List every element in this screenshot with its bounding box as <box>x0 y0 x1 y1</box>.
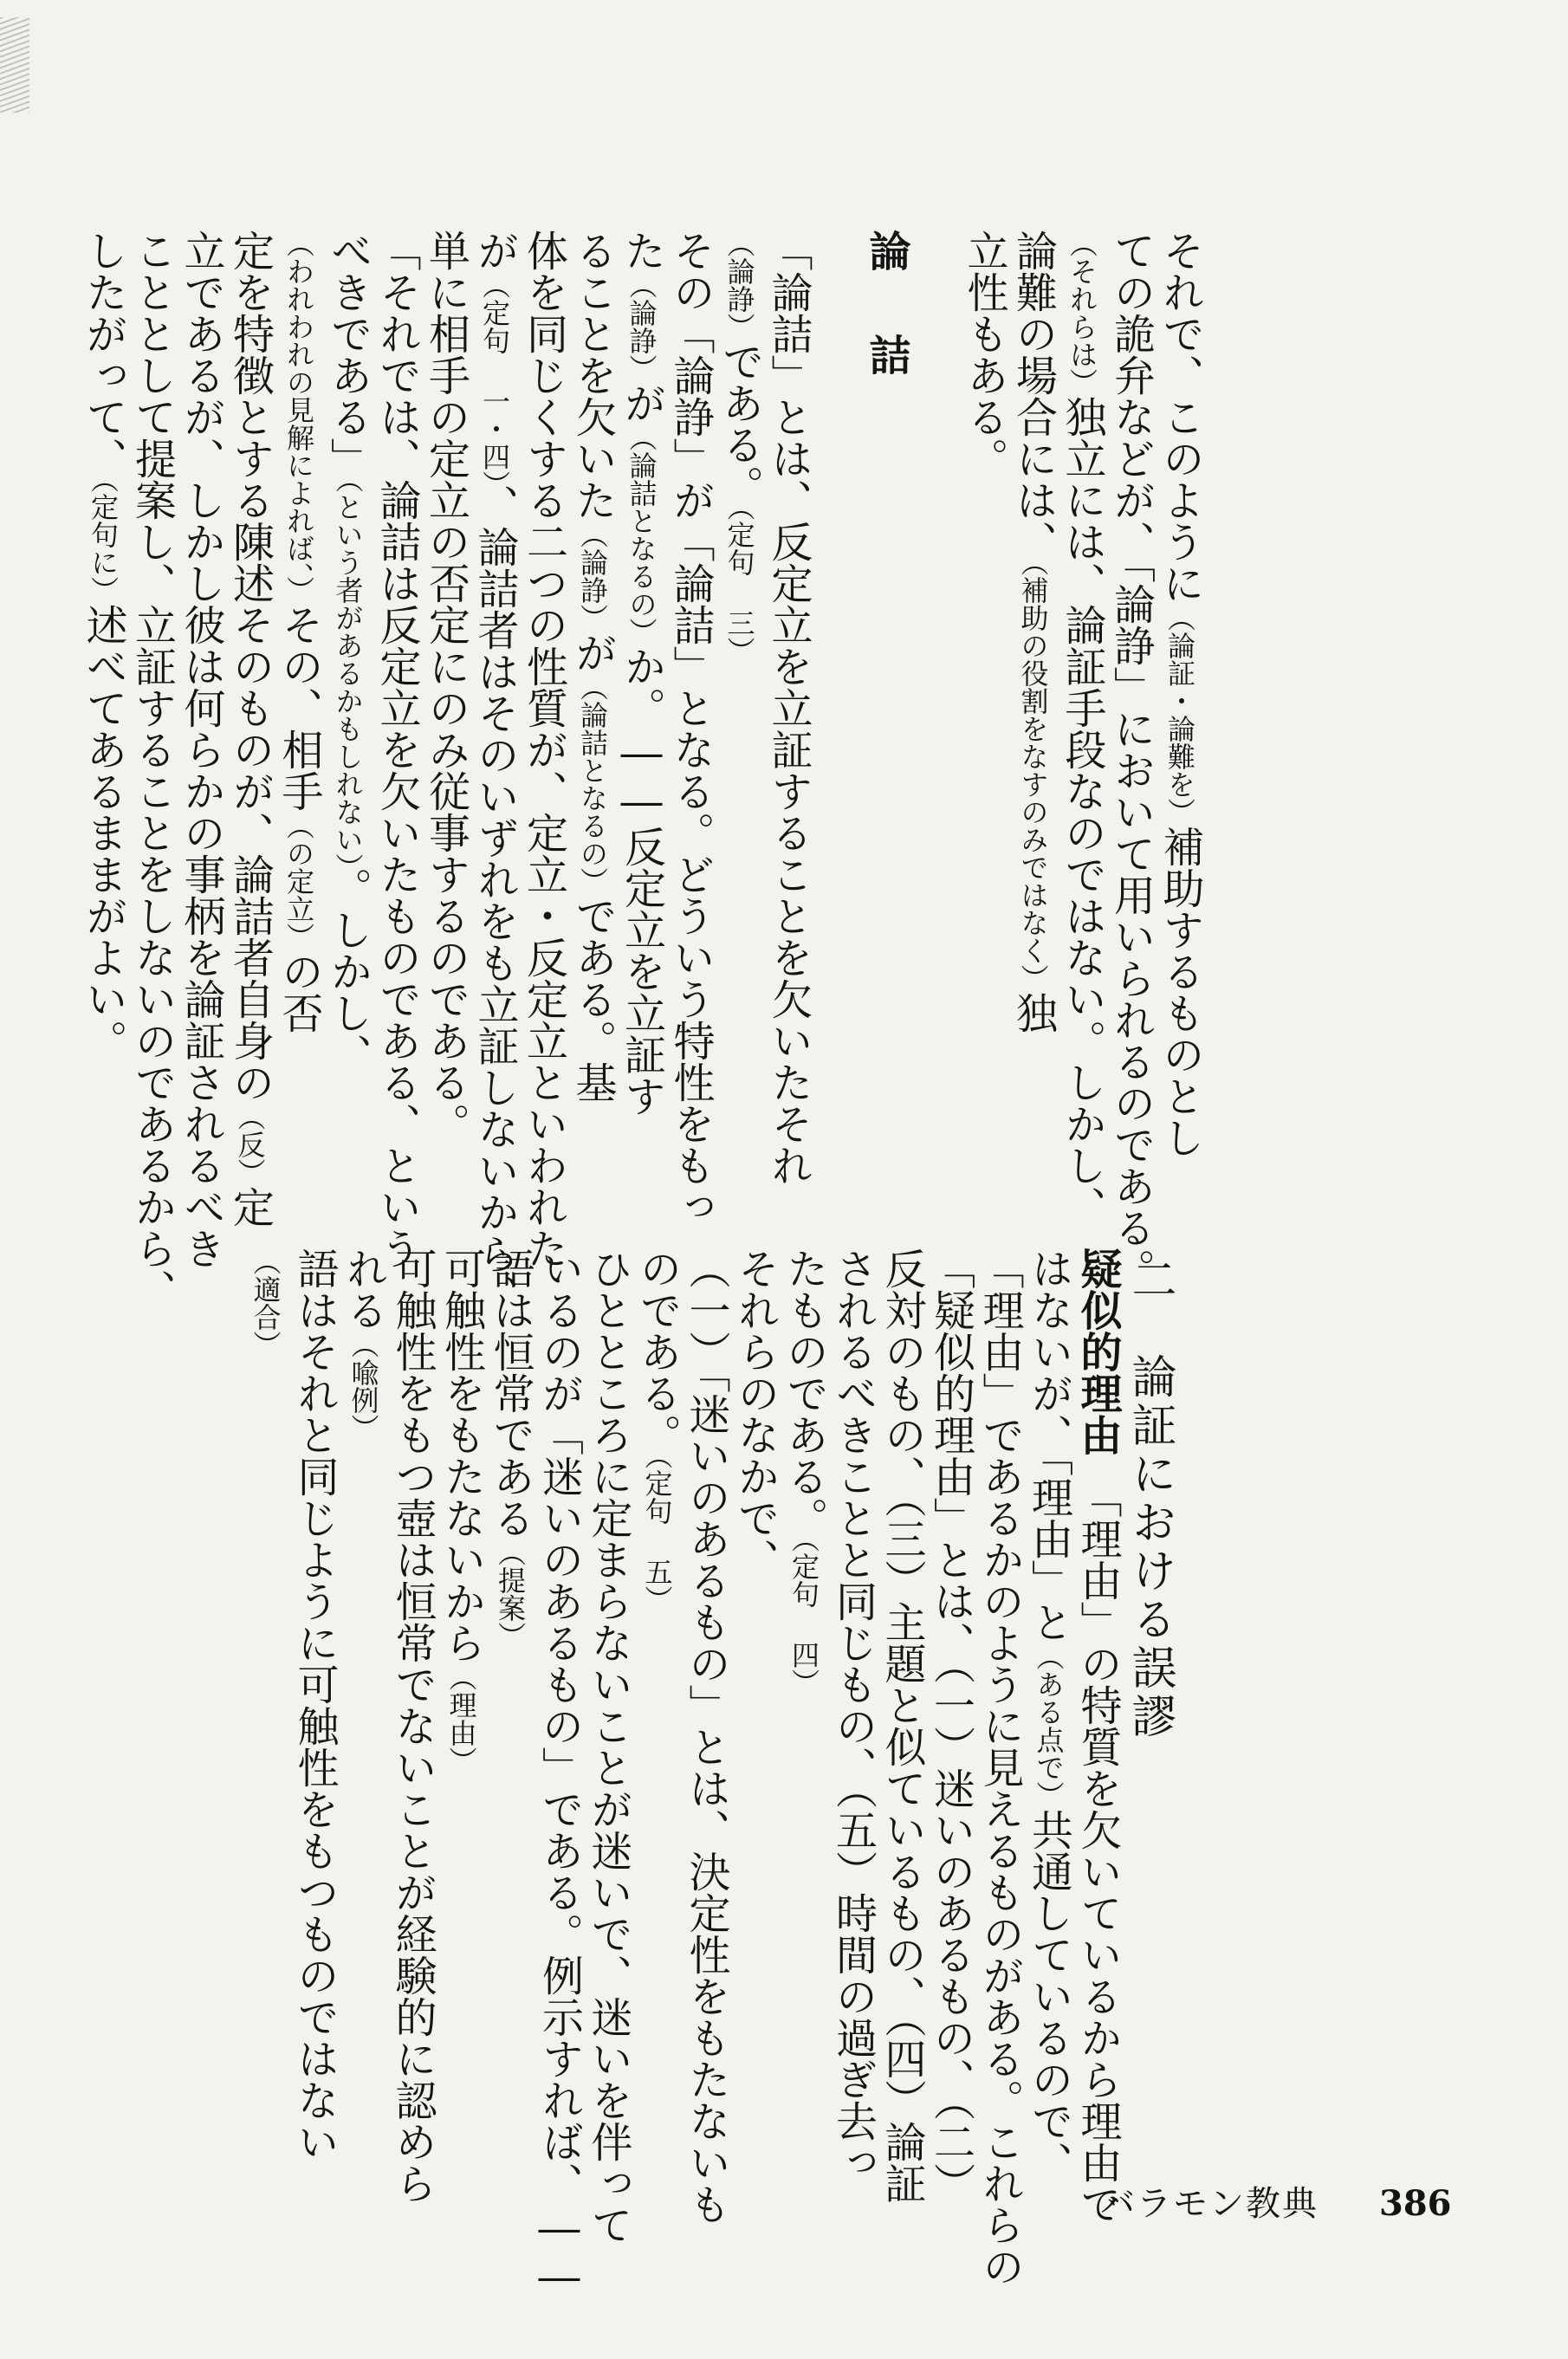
text-column <box>437 1248 486 2244</box>
annotation: （われわれの見解によれば、） <box>282 230 315 604</box>
annotation: （定句 四） <box>787 1539 820 1696</box>
text-segment: べきである」 <box>323 230 373 479</box>
text-segment: 「疑似的理由」とは、（一）迷いのあるもの、（二） <box>926 1248 975 2204</box>
text-segment: のである。 <box>632 1248 682 1455</box>
text-column <box>339 1248 388 2244</box>
text-segment: 共通しているので、 <box>1024 1809 1073 2183</box>
text-column <box>828 1248 878 2244</box>
text-segment: 「理由」であるかのように見えるものがある。これらの <box>975 1248 1024 2287</box>
text-column <box>862 230 911 1200</box>
text-segment: はないが、「理由」と <box>1024 1248 1073 1643</box>
text-segment: されるべきことと同じもの、（五）時間の過ぎ去っ <box>828 1248 878 2183</box>
text-column <box>926 1248 975 2244</box>
annotation: （という者があるかもしれない） <box>331 479 365 867</box>
text-segment: その、相手 <box>275 604 323 812</box>
text-column <box>519 230 568 1269</box>
text-column <box>373 230 422 1269</box>
text-column <box>813 230 862 1200</box>
text-segment: が <box>470 230 519 271</box>
text-segment: が <box>568 632 617 673</box>
text-segment: それで、このように <box>1156 230 1204 604</box>
column-gap <box>837 230 838 282</box>
column-gap <box>935 230 936 282</box>
text-column <box>730 1248 780 2244</box>
text-column <box>666 230 716 1228</box>
text-column <box>1024 1248 1073 2244</box>
text-column <box>79 230 128 1200</box>
annotation: （ある点で） <box>1032 1643 1066 1809</box>
text-column <box>568 230 618 1200</box>
text-column <box>241 1248 290 2244</box>
text-column <box>290 1248 340 2244</box>
text-segment: ひとところに定まらないことが迷いで、迷いを伴って <box>584 1248 632 2246</box>
text-segment: である。基 <box>568 895 617 1103</box>
text-column <box>388 1248 437 2244</box>
text-column <box>323 230 373 1200</box>
text-column <box>960 230 1009 1200</box>
scan-artifact <box>0 17 29 113</box>
text-segment: たものである。 <box>780 1248 828 1539</box>
text-column <box>1156 230 1205 1200</box>
annotation: （定句に） <box>87 479 120 604</box>
annotation: （定句 三） <box>722 507 756 664</box>
text-column <box>584 1248 633 2244</box>
text-column <box>1008 230 1058 1200</box>
text-segment: 述べてあるままがよい。 <box>79 604 127 1061</box>
annotation: （適合） <box>249 1248 282 1358</box>
section-title: 二 論証における誤謬 <box>1124 1256 1176 1741</box>
text-segment: （一）「迷いのあるもの」とは、決定性をもたないも <box>682 1248 730 2225</box>
annotation: （提案） <box>494 1539 527 1649</box>
text-segment: た <box>617 230 666 271</box>
annotation: （論諍） <box>576 521 609 632</box>
subsection-heading: 論 詰 <box>862 230 910 386</box>
text-segment: こととして提案し、立証することをしないのであるから、 <box>127 230 177 1311</box>
annotation: （論証・論難を） <box>1163 604 1196 826</box>
text-segment: ることを欠いた <box>568 230 617 521</box>
text-column <box>617 230 666 1200</box>
text-column <box>910 230 960 1200</box>
annotation: （理由） <box>444 1663 478 1774</box>
text-segment: 「理由」の特質を欠いているから理由で <box>1073 1455 1122 2225</box>
book-title: バラモン教典 <box>1100 2184 1319 2224</box>
text-segment: 定 <box>225 1186 275 1228</box>
text-segment: れる <box>339 1248 388 1331</box>
text-column <box>632 1248 682 2244</box>
text-column <box>1106 230 1156 1290</box>
text-segment: 語はそれと同じように可触性をもつものではない <box>290 1248 339 2162</box>
text-column <box>421 230 470 1200</box>
text-column <box>127 230 177 1311</box>
text-segment: 独 <box>1008 992 1058 1034</box>
text-segment: 体を同じくする二つの性質が、定立・反定立といわれた <box>519 230 568 1269</box>
annotation: （論諍） <box>625 271 658 382</box>
text-column <box>682 1248 731 2244</box>
text-segment: である。 <box>715 340 764 507</box>
annotation: （喩例） <box>347 1331 380 1442</box>
annotation: （論詰となるの） <box>625 424 658 645</box>
text-column <box>535 1248 584 2301</box>
text-segment: か。――反定立を立証す <box>617 645 666 1117</box>
annotation: （の定立） <box>282 812 315 950</box>
text-segment: 、論詰者はそのいずれをも立証しないから、 <box>470 484 519 1316</box>
annotation: （定句 五） <box>640 1455 674 1613</box>
text-column <box>878 1248 927 2244</box>
text-segment: それらのなかで、 <box>730 1248 780 1580</box>
text-column <box>764 230 813 1200</box>
text-column <box>1058 230 1107 1228</box>
text-segment: 語は恒常である <box>486 1248 535 1539</box>
text-segment: 論難の場合には、 <box>1008 230 1058 562</box>
text-segment: いるのが「迷いのあるもの」である。例示すれば、―― <box>535 1248 584 2301</box>
text-segment: 立であるが、しかし彼は何らかの事柄を論証されるべき <box>177 230 225 1269</box>
text-segment: 可触性をもつ壺は恒常でないことが経験的に認めら <box>388 1248 437 2204</box>
text-column <box>780 1248 829 2244</box>
text-column <box>1073 1248 1123 2244</box>
annotation: （定句 一・四） <box>478 271 511 484</box>
text-segment: その「論諍」が「論詰」となる。どういう特性をもっ <box>666 230 715 1228</box>
annotation: （論詰となるの） <box>576 673 609 895</box>
text-segment: 可触性をもたないから <box>437 1248 486 1663</box>
page-footer <box>1100 2176 1452 2226</box>
text-segment: 立性もある。 <box>960 230 1008 479</box>
text-column <box>177 230 226 1269</box>
text-segment: 反対のもの、（三）主題と似ているもの、（四）論証 <box>878 1248 926 2204</box>
text-segment: したがって、 <box>79 230 127 479</box>
text-segment: 「それでは、論詰は反定立を欠いたものである、という <box>373 230 421 1269</box>
annotation: （論諍） <box>722 230 756 340</box>
text-segment: が <box>617 382 666 424</box>
text-column <box>486 1248 535 2244</box>
run-in-heading: 疑似的理由 <box>1073 1248 1122 1455</box>
text-segment: 補助するものとし <box>1156 826 1204 1158</box>
text-segment: 「論詰」とは、反定立を立証することを欠いたそれ <box>764 230 813 1186</box>
text-segment: 独立には、論証手段なのではない。しかし、 <box>1058 396 1106 1228</box>
annotation: （それらは） <box>1066 230 1098 396</box>
annotation: （補助の役割をなすのみではなく） <box>1016 562 1050 992</box>
text-segment: 定を特徴とする陳述そのものが、論詰者自身の <box>225 230 275 1103</box>
text-column <box>470 230 520 1316</box>
page-number: 386 <box>1379 2183 1452 2224</box>
text-segment: 単に相手の定立の否定にのみ従事するのである。 <box>421 230 470 1144</box>
text-column <box>975 1248 1025 2287</box>
text-segment: の否 <box>275 950 323 1034</box>
text-segment: 。しかし、 <box>323 867 373 1075</box>
text-column <box>225 230 275 1228</box>
text-column <box>275 230 324 1200</box>
lower-text-block <box>241 1248 1122 2301</box>
text-segment: ての詭弁などが、「論諍」において用いられるのである。 <box>1106 230 1156 1290</box>
text-column <box>715 230 764 1200</box>
annotation: （反） <box>233 1103 267 1186</box>
